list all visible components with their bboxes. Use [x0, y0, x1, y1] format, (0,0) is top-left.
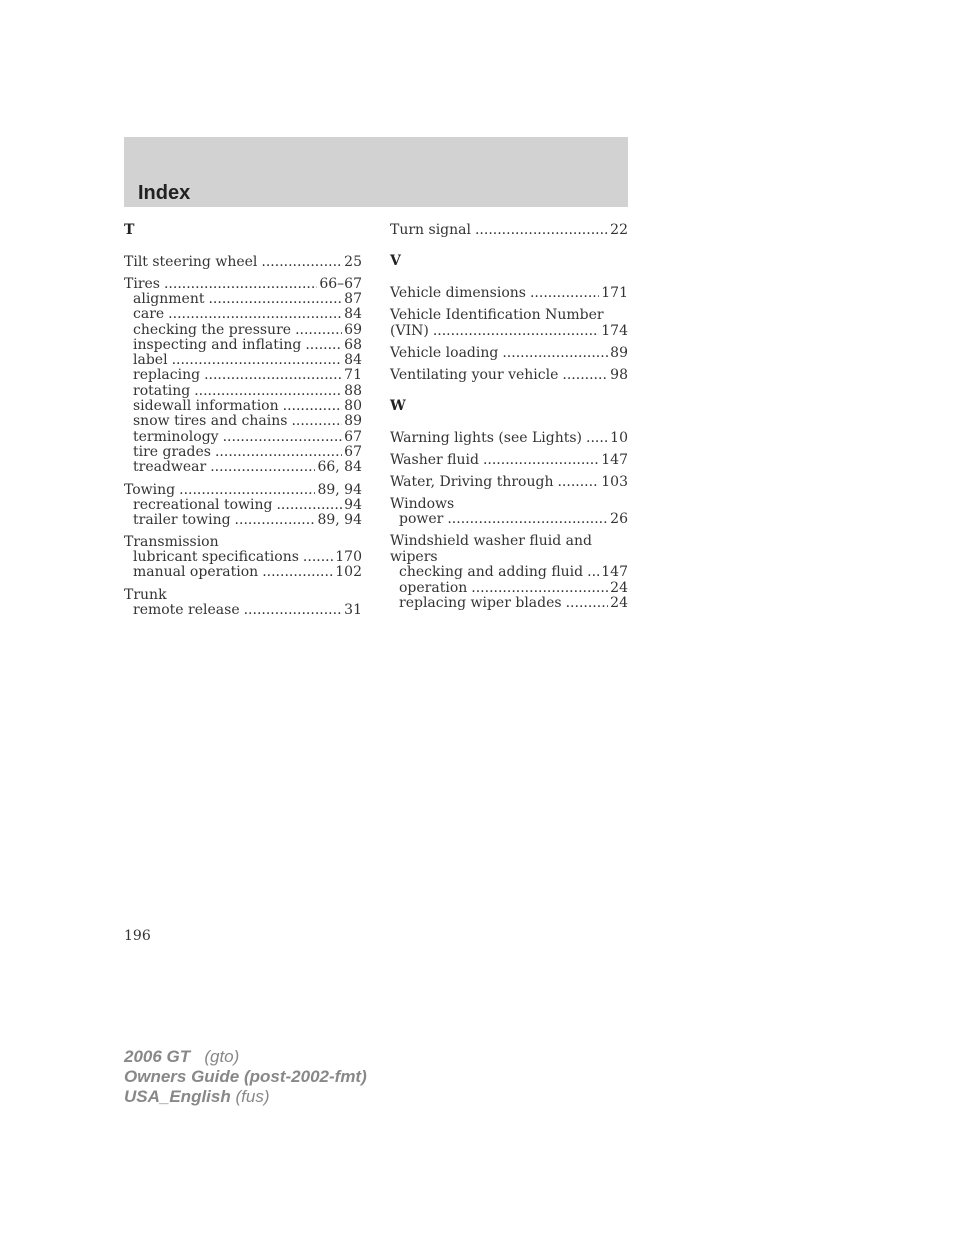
entry-text: Windows — [390, 496, 455, 512]
dot-leader — [244, 603, 343, 618]
index-subentry — [124, 307, 362, 322]
index-term — [390, 307, 628, 323]
entry-text: Transmission — [124, 534, 219, 551]
index-column-right — [390, 222, 628, 617]
entry-text: Towing — [124, 481, 176, 498]
index-term — [124, 254, 362, 270]
page-reference: 170 — [335, 549, 362, 566]
entry-text: Turn signal — [390, 222, 471, 238]
dot-leader — [276, 498, 342, 513]
entry-text: manual operation — [133, 564, 259, 581]
index-subentry — [390, 565, 628, 580]
footer — [124, 1047, 367, 1107]
index-entry — [390, 452, 628, 468]
page-reference: 147 — [601, 452, 628, 468]
entry-text: power — [399, 511, 444, 527]
dot-leader — [562, 367, 608, 383]
dot-leader — [303, 550, 333, 565]
page-reference: 25 — [344, 254, 362, 270]
page-title: Index — [138, 182, 191, 204]
index-subentry — [124, 384, 362, 399]
page-reference: 26 — [610, 511, 628, 527]
page-reference: 89 — [344, 413, 362, 430]
index-entry — [390, 307, 628, 339]
footer-line-1 — [124, 1047, 367, 1067]
index-entry — [124, 587, 362, 618]
page-reference: 24 — [610, 594, 628, 611]
footer-model: 2006 GT — [124, 1047, 191, 1066]
index-term — [124, 276, 362, 292]
index-entry — [390, 533, 628, 611]
index-subentry — [124, 550, 362, 565]
dot-leader — [483, 452, 599, 468]
index-entry — [390, 285, 628, 301]
page-reference: 89 — [610, 345, 628, 361]
index-subentry — [390, 596, 628, 611]
dot-leader — [262, 565, 333, 580]
index-subentry — [124, 460, 362, 475]
index-entry — [390, 496, 628, 527]
index-subentry — [124, 323, 362, 338]
entry-text: Tires — [124, 276, 160, 292]
footer-language-code: (fus) — [235, 1087, 270, 1106]
page-reference: 103 — [601, 474, 628, 490]
entry-text: checking the pressure — [133, 321, 292, 338]
index-subentry — [124, 430, 362, 445]
index-subentry — [124, 445, 362, 460]
entry-text: operation — [399, 579, 468, 596]
section-letter: V — [390, 253, 401, 269]
entry-text: Trunk — [124, 586, 167, 603]
page-reference: 87 — [344, 291, 362, 307]
index-subentry — [124, 565, 362, 580]
entry-text: terminology — [133, 428, 219, 445]
entry-text: label — [133, 352, 168, 369]
footer-language: USA_English — [124, 1087, 231, 1106]
index-entry — [390, 367, 628, 383]
dot-leader — [223, 430, 343, 445]
footer-model-code: (gto) — [204, 1047, 240, 1066]
page-reference: 68 — [344, 336, 362, 353]
page-reference: 102 — [335, 564, 362, 581]
entry-text: remote release — [133, 601, 240, 618]
page-reference: 22 — [610, 222, 628, 238]
index-term — [390, 452, 628, 468]
dot-leader — [295, 323, 342, 338]
dot-leader — [164, 276, 317, 292]
entry-text: Tilt steering wheel — [124, 254, 258, 270]
page-reference: 67 — [344, 428, 362, 445]
index-column-left — [124, 222, 362, 624]
page-number: 196 — [124, 928, 151, 944]
page-reference: 94 — [344, 496, 362, 513]
dot-leader — [447, 512, 608, 527]
index-term — [390, 222, 628, 238]
entry-text: checking and adding fluid — [399, 564, 584, 581]
index-term — [390, 430, 628, 446]
page-reference: 88 — [344, 382, 362, 399]
index-subentry — [124, 513, 362, 528]
index-term — [390, 367, 628, 383]
dot-leader — [208, 292, 342, 307]
dot-leader — [587, 565, 599, 580]
dot-leader — [168, 307, 342, 322]
dot-leader — [557, 474, 599, 490]
entry-text: Windshield washer fluid and wipers — [390, 533, 592, 566]
dot-leader — [291, 414, 342, 429]
index-entry — [124, 276, 362, 476]
section-letter: W — [390, 398, 406, 414]
index-entry — [124, 254, 362, 270]
dot-leader — [530, 285, 599, 301]
dot-leader — [210, 460, 315, 475]
entry-text: tire grades — [133, 443, 211, 460]
page-reference: 171 — [601, 285, 628, 301]
page-reference: 147 — [601, 564, 628, 581]
index-term — [390, 533, 628, 565]
index-entry — [124, 482, 362, 529]
entry-text: care — [133, 306, 165, 323]
entry-text: Vehicle loading — [390, 345, 499, 361]
index-term — [390, 345, 628, 361]
page-reference: 69 — [344, 321, 362, 338]
index-entry — [390, 430, 628, 446]
page-reference: 98 — [610, 367, 628, 383]
page-reference: 24 — [610, 579, 628, 596]
index-term — [390, 323, 628, 339]
dot-leader — [261, 254, 342, 270]
entry-text: Warning lights (see Lights) — [390, 430, 583, 446]
entry-text: Vehicle dimensions — [390, 285, 526, 301]
dot-leader — [566, 596, 609, 611]
entry-text: replacing wiper blades — [399, 594, 562, 611]
index-subentry — [124, 338, 362, 353]
dot-leader — [204, 368, 342, 383]
page-reference: 89, 94 — [317, 481, 362, 498]
index-term — [124, 587, 362, 603]
dot-leader — [305, 338, 342, 353]
entry-text: replacing — [133, 367, 201, 384]
dot-leader — [471, 581, 608, 596]
page-reference: 89, 94 — [317, 511, 362, 528]
header-band — [124, 137, 628, 207]
entry-text: treadwear — [133, 459, 207, 476]
index-entry — [390, 345, 628, 361]
dot-leader — [172, 353, 343, 368]
dot-leader — [215, 445, 342, 460]
page-reference: 80 — [344, 398, 362, 415]
dot-leader — [475, 222, 608, 238]
entry-text: inspecting and inflating — [133, 336, 302, 353]
index-subentry — [124, 353, 362, 368]
entry-text: Vehicle Identification Number — [390, 307, 604, 323]
index-entry — [390, 222, 628, 238]
index-subentry — [390, 512, 628, 527]
index-term — [390, 285, 628, 301]
entry-text: (VIN) — [390, 323, 429, 339]
page-reference: 84 — [344, 306, 362, 323]
index-subentry — [124, 498, 362, 513]
index-term — [124, 534, 362, 550]
index-subentry — [124, 603, 362, 618]
entry-text: snow tires and chains — [133, 413, 288, 430]
index-term — [124, 482, 362, 498]
dot-leader — [502, 345, 608, 361]
entry-text: sidewall information — [133, 398, 279, 415]
page-reference: 67 — [344, 443, 362, 460]
page-reference: 84 — [344, 352, 362, 369]
index-entry — [124, 534, 362, 581]
entry-text: rotating — [133, 382, 191, 399]
dot-leader — [586, 430, 608, 446]
index-term — [390, 496, 628, 512]
dot-leader — [283, 399, 343, 414]
index-entry — [390, 474, 628, 490]
entry-text: Washer fluid — [390, 452, 479, 468]
page-reference: 10 — [610, 430, 628, 446]
page-reference: 71 — [344, 367, 362, 384]
footer-line-3 — [124, 1087, 367, 1107]
page-reference: 31 — [344, 601, 362, 618]
page-reference: 66–67 — [319, 276, 362, 292]
index-subentry — [124, 292, 362, 307]
dot-leader — [179, 482, 315, 498]
index-term — [390, 474, 628, 490]
entry-text: Ventilating your vehicle — [390, 367, 559, 383]
entry-text: trailer towing — [133, 511, 231, 528]
entry-text: recreational towing — [133, 496, 273, 513]
footer-line-2 — [124, 1067, 367, 1087]
footer-guide: Owners Guide (post-2002-fmt) — [124, 1067, 367, 1086]
entry-text: Water, Driving through — [390, 474, 554, 490]
entry-text: lubricant specifications — [133, 549, 299, 566]
entry-text: alignment — [133, 291, 205, 307]
page-reference: 66, 84 — [317, 459, 362, 476]
index-subentry — [390, 581, 628, 596]
dot-leader — [235, 513, 316, 528]
dot-leader — [194, 384, 342, 399]
section-letter: T — [124, 222, 135, 238]
index-subentry — [124, 414, 362, 429]
dot-leader — [433, 323, 599, 339]
index-subentry — [124, 368, 362, 383]
page-reference: 174 — [601, 323, 628, 339]
index-subentry — [124, 399, 362, 414]
